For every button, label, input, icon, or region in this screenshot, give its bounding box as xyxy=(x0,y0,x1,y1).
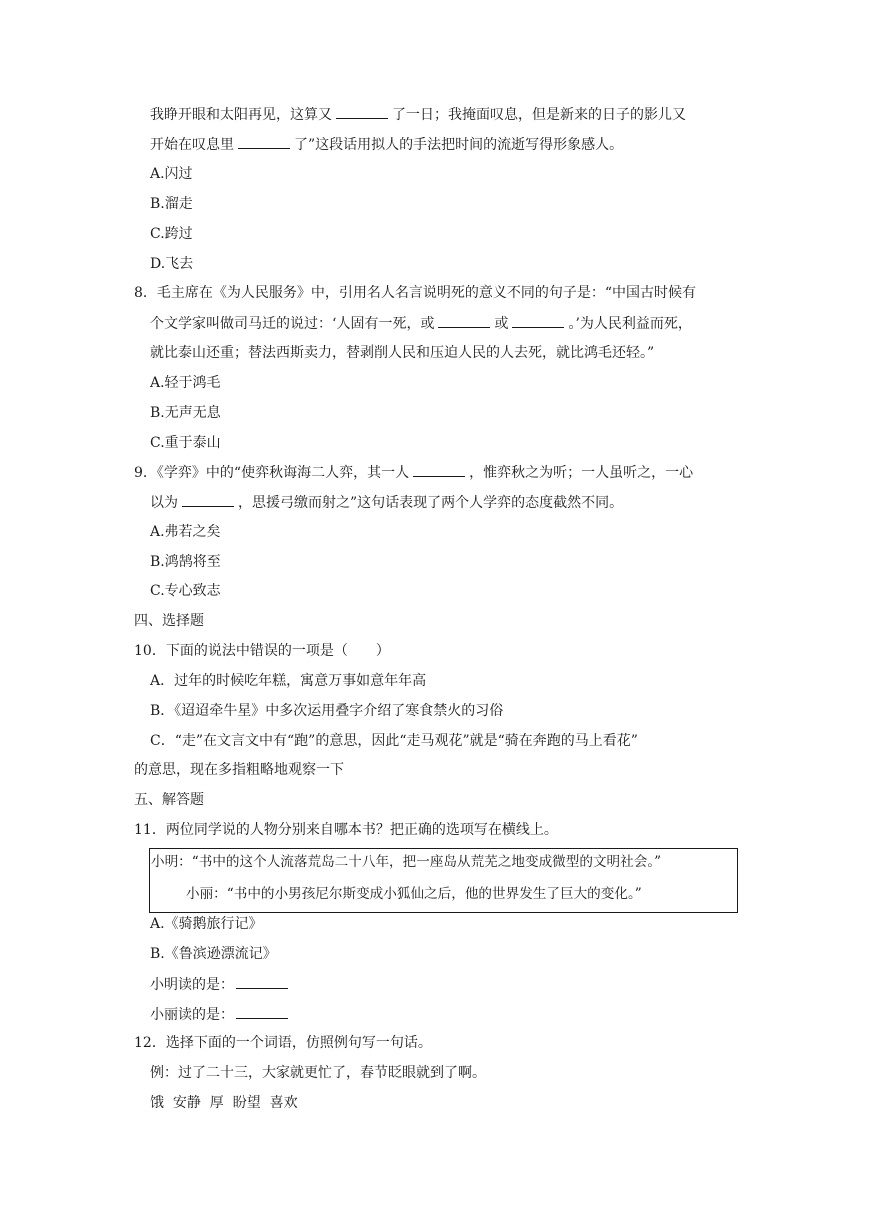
q7-blank-1 xyxy=(336,104,388,119)
q7-text: 了”这段话用拟人的手法把时间的流逝写得形象感人。 xyxy=(294,137,624,153)
q10-option-c-line-1: C．“走”在文言文中有“跑”的意思，因此“走马观花”就是“骑在奔跑的马上看花” xyxy=(150,733,638,749)
q7-option-b: B.溜走 xyxy=(150,196,193,212)
q9-text: ，惟弈秋之为听；一人虽听之，一心 xyxy=(469,465,694,481)
q9-line-1 xyxy=(134,462,693,482)
q9-blank-2 xyxy=(182,492,234,507)
q9-text: 以为 xyxy=(150,495,178,511)
q11-quote-ming: 小明：“书中的这个人流落荒岛二十八年，把一座岛从荒芜之地变成微型的文明社会。” xyxy=(151,854,662,870)
q10-option-a: A．过年的时候吃年糕，寓意万事如意年年高 xyxy=(150,673,427,689)
q11-answer-li xyxy=(150,1004,288,1024)
q7-line-2 xyxy=(150,134,623,154)
q11-quote-li: 小丽：“书中的小男孩尼尔斯变成小狐仙之后，他的世界发生了巨大的变化。” xyxy=(186,886,642,902)
q11-answer-label: 小丽读的是： xyxy=(150,1007,234,1023)
q11-answer-blank-li xyxy=(236,1004,288,1019)
q7-blank-2 xyxy=(238,134,290,149)
q11-answer-label: 小明读的是： xyxy=(150,977,234,993)
q8-blank-2 xyxy=(512,313,564,328)
q9-option-b: B.鸿鹄将至 xyxy=(150,554,221,570)
q12-stem: 12．选择下面的一个词语，仿照例句写一句话。 xyxy=(134,1035,432,1051)
q7-option-c: C.跨过 xyxy=(150,226,193,242)
q11-option-a: A.《骑鹅旅行记》 xyxy=(150,916,263,932)
q7-line-1 xyxy=(150,104,686,124)
q10-option-b: B．《迢迢牵牛星》中多次运用叠字介绍了寒食禁火的习俗 xyxy=(150,703,504,719)
q7-text: 我睁开眼和太阳再见，这算又 xyxy=(150,107,332,123)
q8-text: 个文学家叫做司马迁的说过：‘人固有一死，或 xyxy=(150,316,435,332)
q8-line-3: 就比泰山还重；替法西斯卖力，替剥削人民和压迫人民的人去死，就比鸿毛还轻。” xyxy=(150,345,655,361)
q8-option-c: C.重于泰山 xyxy=(150,435,221,451)
q8-option-a: A.轻于鸿毛 xyxy=(150,375,221,391)
q10-stem: 10．下面的说法中错误的一项是（ ） xyxy=(134,643,390,659)
q9-line-2 xyxy=(150,492,623,512)
q8-line-1: 8．毛主席在《为人民服务》中，引用名人名言说明死的意义不同的句子是：“中国古时候有 xyxy=(134,285,697,301)
q11-stem: 11．两位同学说的人物分别来自哪本书？把正确的选项写在横线上。 xyxy=(134,822,558,838)
q7-option-d: D.飞去 xyxy=(150,256,194,272)
q7-text: 了一日；我掩面叹息，但是新来的日子的影儿又 xyxy=(392,107,686,123)
q11-answer-ming xyxy=(150,974,288,994)
section-heading-5: 五、解答题 xyxy=(134,792,204,808)
q7-text: 开始在叹息里 xyxy=(150,137,234,153)
q12-word-list: 饿 安静 厚 盼望 喜欢 xyxy=(150,1095,298,1111)
q11-option-b: B.《鲁滨逊漂流记》 xyxy=(150,946,277,962)
q8-text: 。’为人民利益而死， xyxy=(568,316,692,332)
q9-option-c: C.专心致志 xyxy=(150,583,221,599)
q8-text: 或 xyxy=(494,316,509,332)
q11-answer-blank-ming xyxy=(236,974,288,989)
q9-text: ，思援弓缴而射之”这句话表现了两个人学弈的态度截然不同。 xyxy=(238,495,624,511)
q8-option-b: B.无声无息 xyxy=(150,405,221,421)
q9-option-a: A.弗若之矣 xyxy=(150,524,221,540)
q12-example: 例：过了二十三，大家就更忙了，春节眨眼就到了啊。 xyxy=(150,1065,486,1081)
q10-option-c-line-2: 的意思，现在多指粗略地观察一下 xyxy=(134,762,344,778)
section-heading-4: 四、选择题 xyxy=(134,613,204,629)
q8-line-2 xyxy=(150,313,692,333)
q7-option-a: A.闪过 xyxy=(150,166,193,182)
q9-text: 9．《学弈》中的“使弈秋诲海二人弈，其一人 xyxy=(134,465,410,481)
q9-blank-1 xyxy=(413,462,465,477)
q8-blank-1 xyxy=(438,313,490,328)
